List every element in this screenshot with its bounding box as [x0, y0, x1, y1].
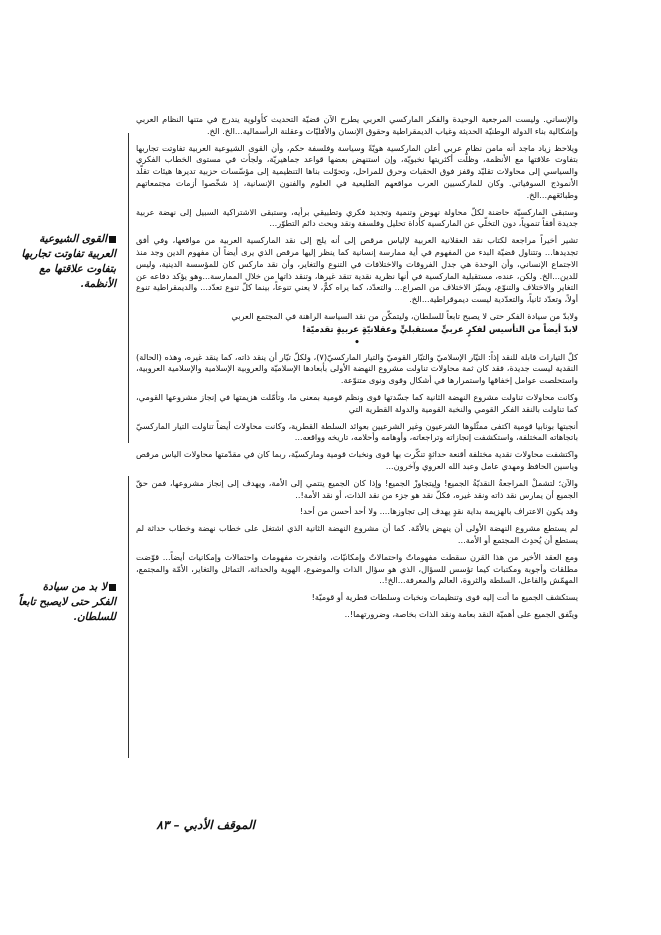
- margin-rule-bottom: [128, 476, 129, 758]
- sidebar-pull-quote-1: [16, 232, 116, 292]
- pull-quote-text: القوى الشيوعية العربية تفاوتت تجاربها بتفاوت علاقتها مع الأنظمة.: [21, 233, 116, 290]
- square-bullet-icon: [109, 584, 116, 591]
- footer-separator: –: [173, 818, 180, 832]
- bold-statement: لابدّ أيضاً من التأسيس لفكرٍ عربيٍّ مستقبليٍّ وعقلانيّةٍ عربيةٍ تقدميّة!: [302, 323, 578, 334]
- paragraph: ويلاحظ زياد ماجد أنه مامن نظام عربي أعلن الماركسية هويّةً وسياسة وفلسفة حكم، وأن القوى الشيوعية العربية تفاوتت تجاربها بتفاوت علاقتها مع الأنظمة، وظلّت أكثريتها نخبويّة، وإن استنهض بعضها قواعد جماهيريّة، ولجأت في مستوى الخطاب الفكري والسياسي إلى محاولات تقليّد وقفز فوق الحقبات وحرق للمراحل، وتحوّلت بناها التنظيمية إلى مؤسّسات حزبية تديرها هيئات تقلّد الأنموذج السوفياتي. وكان للماركسيين العرب مواقعهم الطليعية في العلوم والفنون الإنسانية، إذ شخّصوا أزمات مجتمعاتهم وطبائعَهم...الخ.: [136, 142, 578, 200]
- page-number: ٨٣: [156, 818, 170, 832]
- square-bullet-icon: [109, 236, 116, 243]
- paragraph: واكتشفت محاولات نقدية مختلفة أقنعة حداثةٍ تنكّرت بها قوى ونخبات قومية وماركسيّة، ربما كان في مقدّمتها محاولات الياس مرقص وياسين الحافظ ومهدي عامل وعبد الله العروي وآخرون...: [136, 449, 578, 471]
- paragraph: وستبقى الماركسيّة حاضنة لكلّ محاولة نهوض وتنمية وتجديد فكري وتطبيقي برأيه، وستبقى الاشتراكية السبيل إلى نهضة عربية جديدة أفقاً تنموياً، دون التخلّي عن الماركسية كأداة تحليل وفلسفة ونقد وبحث دائم التطوّر...: [136, 206, 578, 229]
- paragraph: كلّ التيارات قابلة للنقد إذاً: التيّار الإسلاميّ والتيّار القوميّ والتيار الماركسيّ(٧)، ولكلّ تيّار أن ينقد ذاته، كما ينقد غيره، وهذه (الحالة) النقدية ليست جديدة، فقد كان ثمة محاولات تناولت مشروع النهضة الأولى بأبعادها الإسلاميّة والعروبية الإسلامية والإسلامية العروبية، واستحلصت عوامل إخفاقها واستمرارها في أشكال وقوى ونوى متنوّعة.: [136, 351, 578, 386]
- paragraph: وكانت محاولات تناولت مشروع النهضة الثانية كما جسّدتها قوى ونظم قومية بمعنى ما، وتأمّلت هزيمتها في إنجاز مشروعها القومي، كما تناولت بالنقد الفكر القومي والنخبة القومية والدولة القطرية التي: [136, 391, 578, 414]
- paragraph: ويتّفق الجميع على أهميّة النقد بعامة ونقد الذات بخاصة، وضرورتهما!..: [344, 608, 578, 619]
- pull-quote-text: لا بد من سيادة الفكر حتى لايصبح تابعاً للسلطان.: [18, 581, 116, 623]
- sidebar-pull-quote-2: [16, 580, 116, 625]
- paragraph: وقد يكون الاعتراف بالهزيمة بداية نقدٍ يهدف إلى تجاوزها.... ولا أحد أحسن من أحد!: [299, 506, 578, 517]
- paragraph: ومع العقد الأخير من هذا القرن سقطت مفهوماتٌ واحتمالاتٌ وإمكانيّات، وانفجرت مفهومات واحتمالات وإمكانيات أيضاً... قوّضت مطلقات وأجوبة ومكتبات كيما تؤسس للسؤال، الذي هو سؤال الذات والموضوع، الهوية والحداثة، التماثل والتغاير، الأمّة والمجتمع، المهمّش والفاعل، السلطة والثروة، العالم والمعرفة...الخ!..: [136, 551, 578, 586]
- paragraph: والإنساني. وليست المرجعية الوحيدة والفكر الماركسي العربي يطرح الآن قضيّة التحديث كأولوية يندرج في متنها النظام العربي وإشكالية بناء الدولة الوطنيّة الحديثة وغياب الديمقراطية وحقوق الإنسان والأقليّات وعقلنة الرأسمالية...الخ. الخ.: [136, 114, 578, 136]
- paragraph: أنجبتها بونابيا قومية اكتفى ممثّلوها الشرعيون وغير الشرعيين بعوائد السلطة القطرية، وكانت محاولات أيضاً تناولت التيار الماركسيّ باتجاهاته المختلفة، واستكشفت إنجازاته وتراجعاته، وأوهامه وأحلامه، تاريخه وواقعه...: [136, 420, 578, 443]
- page-footer: [135, 818, 255, 832]
- journal-name: الموقف الأدبي: [183, 818, 255, 832]
- paragraph: يستكشف الجميع ما أتت إليه قوى وتنظيمات ونخبات وسلطات قطرية أو قوميّة!: [311, 592, 578, 603]
- paragraph: والآن؛ لتشملْ المراجعةُ النقديّةُ الجميع! ولِيتجاوزْ الجميع! وإذا كان الجميع ينتمي إلى الأمة، ويهدف إلى إنجاز مشروعها، فمن حقّ الجميع أن يمارس نقد ذاته ونقد غيره، فكلّ نقد هو جزء من نقد الذات، أو نقد الأمة!..: [136, 477, 578, 500]
- paragraph: تشير أخيراً مراجعة لكتاب نقد العقلانية العربية لإلياس مرقص إلى أنه يلج إلى نقد الماركسية العربية من مواقعها، وفي أفق تجديدها... وتتناول قضيّة البدء من المفهوم في أية ممارسة إنسانية كما ينظر إليها مرقص الذي يرى أيضاً أن مفهوم الدين وجد منذ الاجتماع الإنساني، وأن الوحدة هي جدل الفروقات والاختلافات في التنوع والتغاير، وأن نقد ماركس كان للمؤسسة الدينية، وليس للدين...الخ. ولكن، عنده، مستقبلية الماركسية في أنها نظرية نقدية تنقد غيرها، وتنقد ذاتها من خلال الممارسة...وهو يؤكد دفاعه عن التغاير والاختلاف والتنوّع، ويميّز الاختلاف من الصراع... والتعدّد، كما يراه كمٌّ، لا يعني تنوعاً، بينما كلّ تنوع تعدّد... والديمقراطية تنوع أولاً، وتعدّد ثانياً، والتعدّدية ليست ديموقراطية...الخ.: [136, 235, 578, 305]
- paragraph: لم يستطع مشروع النهضة الأولى أن ينهض بالأمّة. كما أن مشروع النهضة الثانية الذي اشتغل على خطاب نهضة وخطاب حداثة لم يستطع أن يُحدِث المجتمع أو الأمة...: [136, 523, 578, 545]
- section-separator-bullet: •: [354, 337, 360, 348]
- margin-rule-top: [128, 133, 129, 443]
- paragraph: ولابدّ من سيادة الفكر حتى لا يصبح تابعاً للسلطان، وليتمكّن من نقد السياسة الراهنة في المجتمع العربي: [231, 310, 578, 321]
- article-body: [136, 114, 578, 626]
